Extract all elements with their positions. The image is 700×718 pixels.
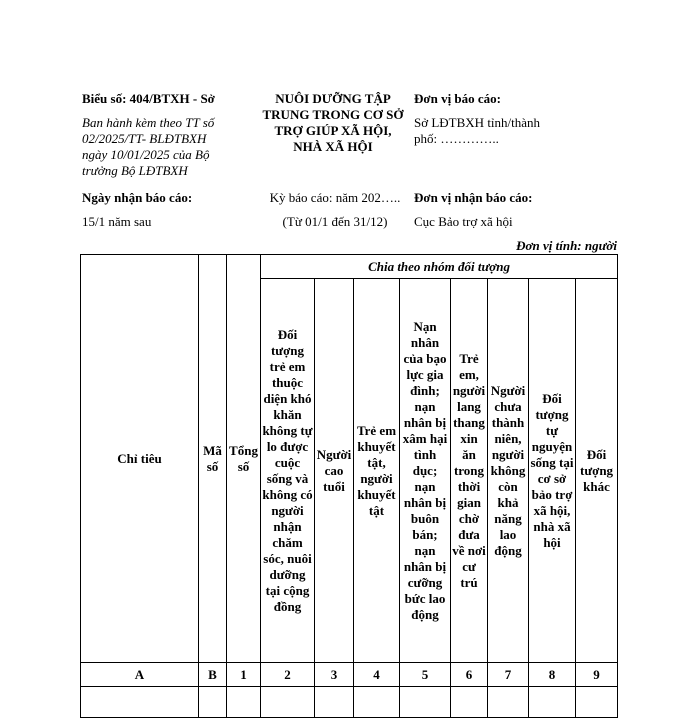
group-col-header: Trẻ em khuyết tật, người khuyết tật [354, 279, 400, 663]
column-code-cell: 3 [315, 663, 354, 687]
report-title-line-4: NHÀ XÃ HỘI [293, 139, 373, 154]
form-info-block [82, 91, 257, 179]
group-col-header: Người chưa thành niên, người không còn khả năng lao động [488, 279, 529, 663]
group-header-row [81, 255, 618, 279]
table-cell [227, 687, 261, 718]
group-col-header: Đối tượng khác [576, 279, 618, 663]
issued-by-line-3: ngày 10/01/2025 của Bộ [82, 147, 210, 162]
column-code-cell: 2 [261, 663, 315, 687]
table-cell [315, 687, 354, 718]
reporting-unit-line-1: Sở LĐTBXH tỉnh/thành [414, 115, 541, 130]
report-period-label: Kỳ báo cáo: năm 202….. [269, 190, 401, 205]
table-cell [529, 687, 576, 718]
receiving-unit-value: Cục Bảo trợ xã hội [414, 214, 513, 229]
unit-note: Đơn vị tính: người [516, 238, 617, 253]
column-code-cell: 9 [576, 663, 618, 687]
column-code-cell: 7 [488, 663, 529, 687]
group-col-header: Đối tượng trẻ em thuộc diện khó khăn không tự lo được cuộc sống và không có người nhận chăm sóc, nuôi dưỡng tại cộng đồng [261, 279, 315, 663]
reporting-unit-label: Đơn vị báo cáo: [414, 91, 502, 106]
issued-by-line-4: trưởng Bộ LĐTBXH [82, 163, 188, 178]
table-cell [400, 687, 451, 718]
table-cell [576, 687, 618, 718]
table-cell [199, 687, 227, 718]
receiving-unit-label: Đơn vị nhận báo cáo: [414, 190, 533, 205]
table-cell [261, 687, 315, 718]
group-col-header: Nạn nhân của bạo lực gia đình; nạn nhân bị xâm hại tình dục; nạn nhân bị buôn bán; nạn nhân bị cưỡng bức lao động [400, 279, 451, 663]
received-date-block [82, 190, 257, 230]
report-table [80, 254, 618, 718]
issued-by-line-2: 02/2025/TT- BLĐTBXH [82, 131, 207, 146]
group-col-header: Người cao tuổi [315, 279, 354, 663]
table-cell [81, 687, 199, 718]
column-code-cell: A [81, 663, 199, 687]
table-cell [488, 687, 529, 718]
column-code-cell: 8 [529, 663, 576, 687]
report-period-block [254, 190, 416, 230]
report-title-line-2: TRUNG TRONG CƠ SỞ [262, 107, 404, 122]
group-title-header: Chia theo nhóm đối tượng [261, 255, 618, 279]
table-cell [451, 687, 488, 718]
column-code-row [81, 663, 618, 687]
reporting-unit-block [414, 91, 614, 147]
column-code-cell: 4 [354, 663, 400, 687]
column-code-cell: B [199, 663, 227, 687]
table-row [81, 687, 618, 718]
issued-by-line-1: Ban hành kèm theo TT số [82, 115, 215, 130]
table-cell [354, 687, 400, 718]
col-total-header: Tổng số [227, 255, 261, 663]
receiving-unit-block [414, 190, 614, 230]
column-code-cell: 1 [227, 663, 261, 687]
col-indicator-header: Chỉ tiêu [81, 255, 199, 663]
reporting-unit-line-2: phố: ………….. [414, 131, 499, 146]
report-title-line-1: NUÔI DƯỠNG TẬP [275, 91, 391, 106]
received-date-label: Ngày nhận báo cáo: [82, 190, 193, 205]
column-code-cell: 6 [451, 663, 488, 687]
received-date-value: 15/1 năm sau [82, 214, 152, 229]
column-code-cell: 5 [400, 663, 451, 687]
report-period-value: (Từ 01/1 đến 31/12) [282, 214, 388, 229]
report-title [258, 91, 408, 155]
group-col-header: Trẻ em, người lang thang xin ăn trong thời gian chờ đưa về nơi cư trú [451, 279, 488, 663]
group-col-header: Đối tượng tự nguyện sống tại cơ sở bảo trợ xã hội, nhà xã hội [529, 279, 576, 663]
report-title-line-3: TRỢ GIÚP XÃ HỘI, [274, 123, 392, 138]
col-code-header: Mã số [199, 255, 227, 663]
form-number: Biểu số: 404/BTXH - Sở [82, 91, 215, 106]
